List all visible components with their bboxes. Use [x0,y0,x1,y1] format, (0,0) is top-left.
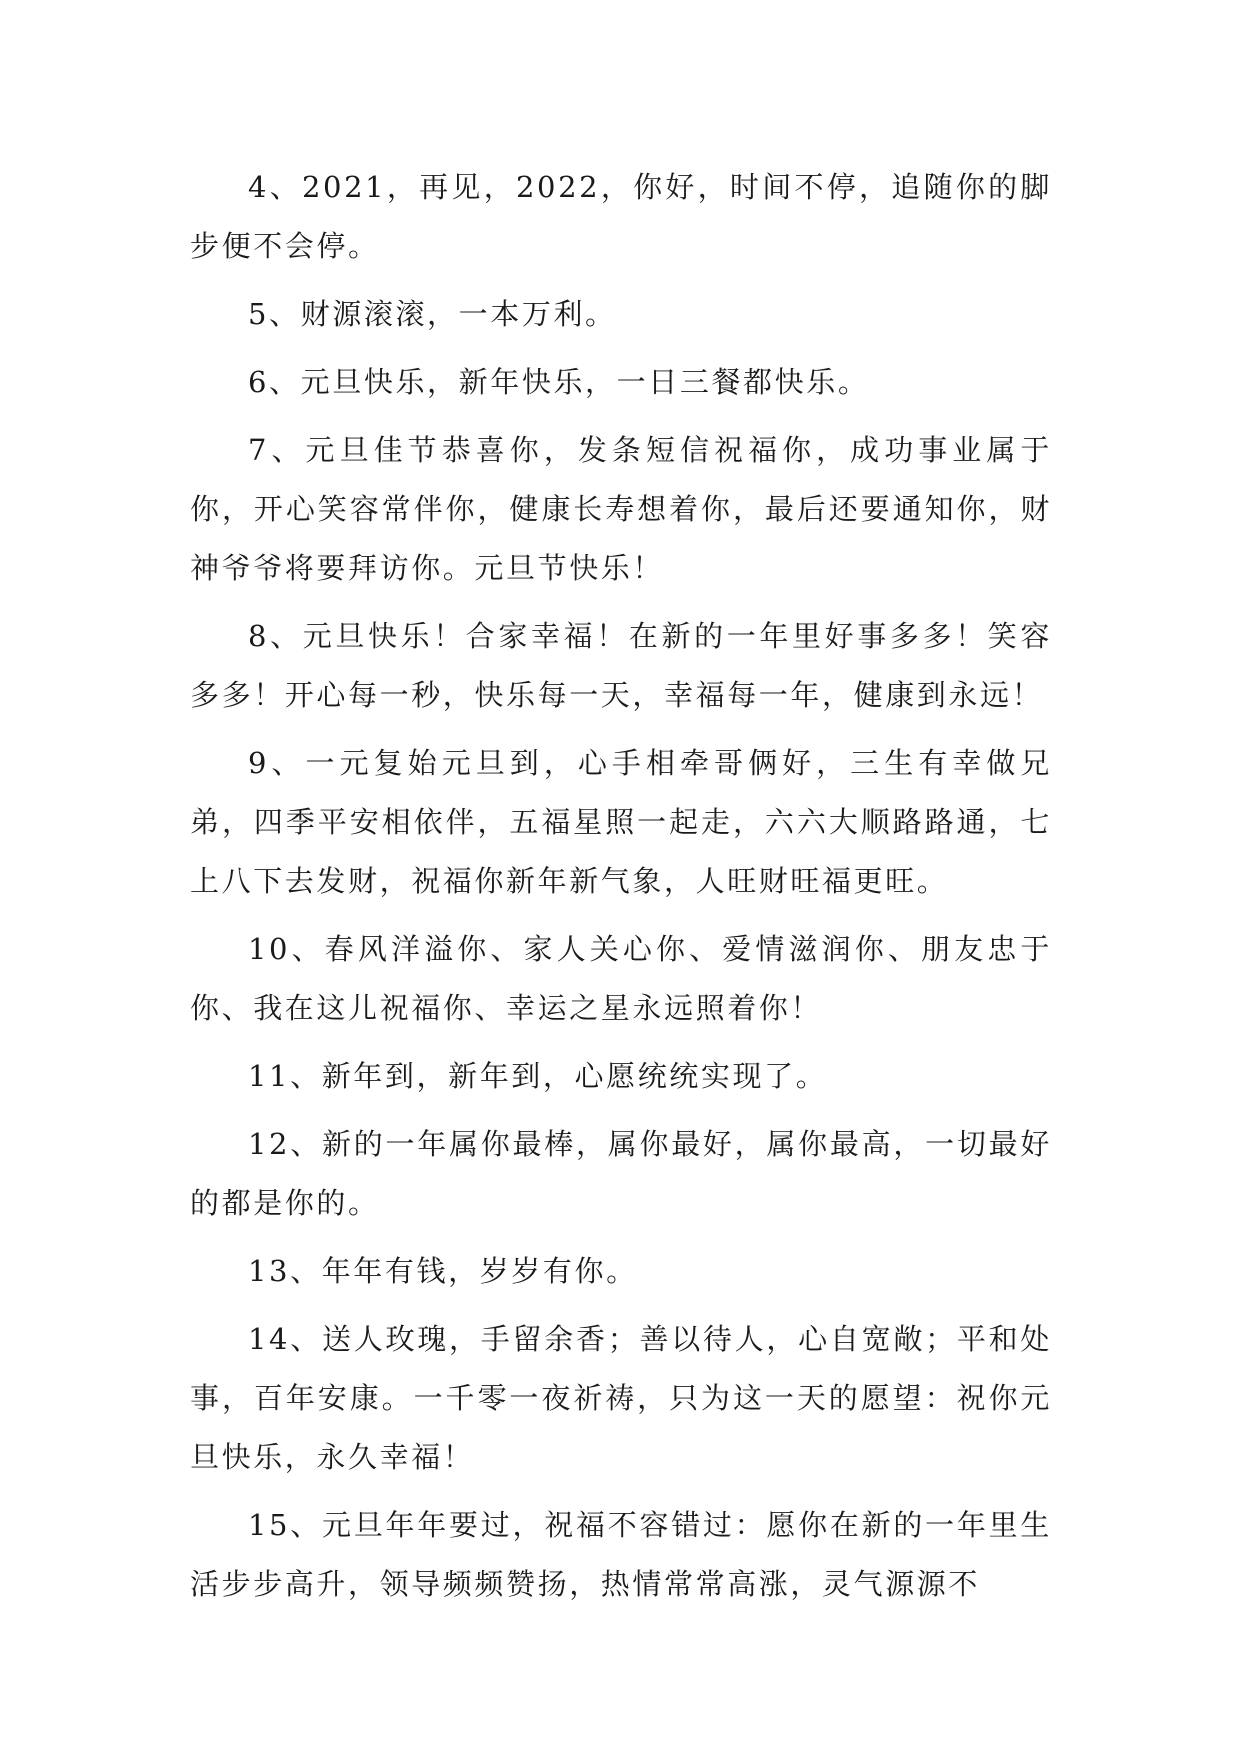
document-body [190,158,1052,1623]
paragraph-11: 11、新年到，新年到，心愿统统实现了。 [248,1059,828,1093]
paragraph-7: 7、元旦佳节恭喜你，发条短信祝福你，成功事业属于你，开心笑容常伴你，健康长寿想着你，最后还要通知你，财神爷爷将要拜访你。元旦节快乐！ [190,433,1052,585]
paragraph-6: 6、元旦快乐，新年快乐，一日三餐都快乐。 [248,365,870,399]
paragraph-9: 9、一元复始元旦到，心手相牵哥俩好，三生有幸做兄弟，四季平安相依伴，五福星照一起走，六六大顺路路通，七上八下去发财，祝福你新年新气象，人旺财旺福更旺。 [190,746,1052,898]
paragraph-13: 13、年年有钱，岁岁有你。 [248,1254,638,1288]
paragraph-12: 12、新的一年属你最棒，属你最好，属你最高，一切最好的都是你的。 [190,1127,1052,1220]
paragraph-4: 4、2021，再见，2022，你好，时间不停，追随你的脚步便不会停。 [190,170,1052,263]
paragraph-5: 5、财源滚滚，一本万利。 [248,297,617,331]
paragraph-8: 8、元旦快乐！合家幸福！在新的一年里好事多多！笑容多多！开心每一秒，快乐每一天，幸福每一年，健康到永远！ [190,619,1052,712]
paragraph-10: 10、春风洋溢你、家人关心你、爱情滋润你、朋友忠于你、我在这儿祝福你、幸运之星永远照着你！ [190,932,1052,1025]
paragraph-15: 15、元旦年年要过，祝福不容错过：愿你在新的一年里生活步步高升，领导频频赞扬，热情常常高涨，灵气源源不 [190,1508,1052,1601]
paragraph-14: 14、送人玫瑰，手留余香；善以待人，心自宽敞；平和处事，百年安康。一千零一夜祈祷，只为这一天的愿望：祝你元旦快乐，永久幸福！ [190,1322,1052,1474]
